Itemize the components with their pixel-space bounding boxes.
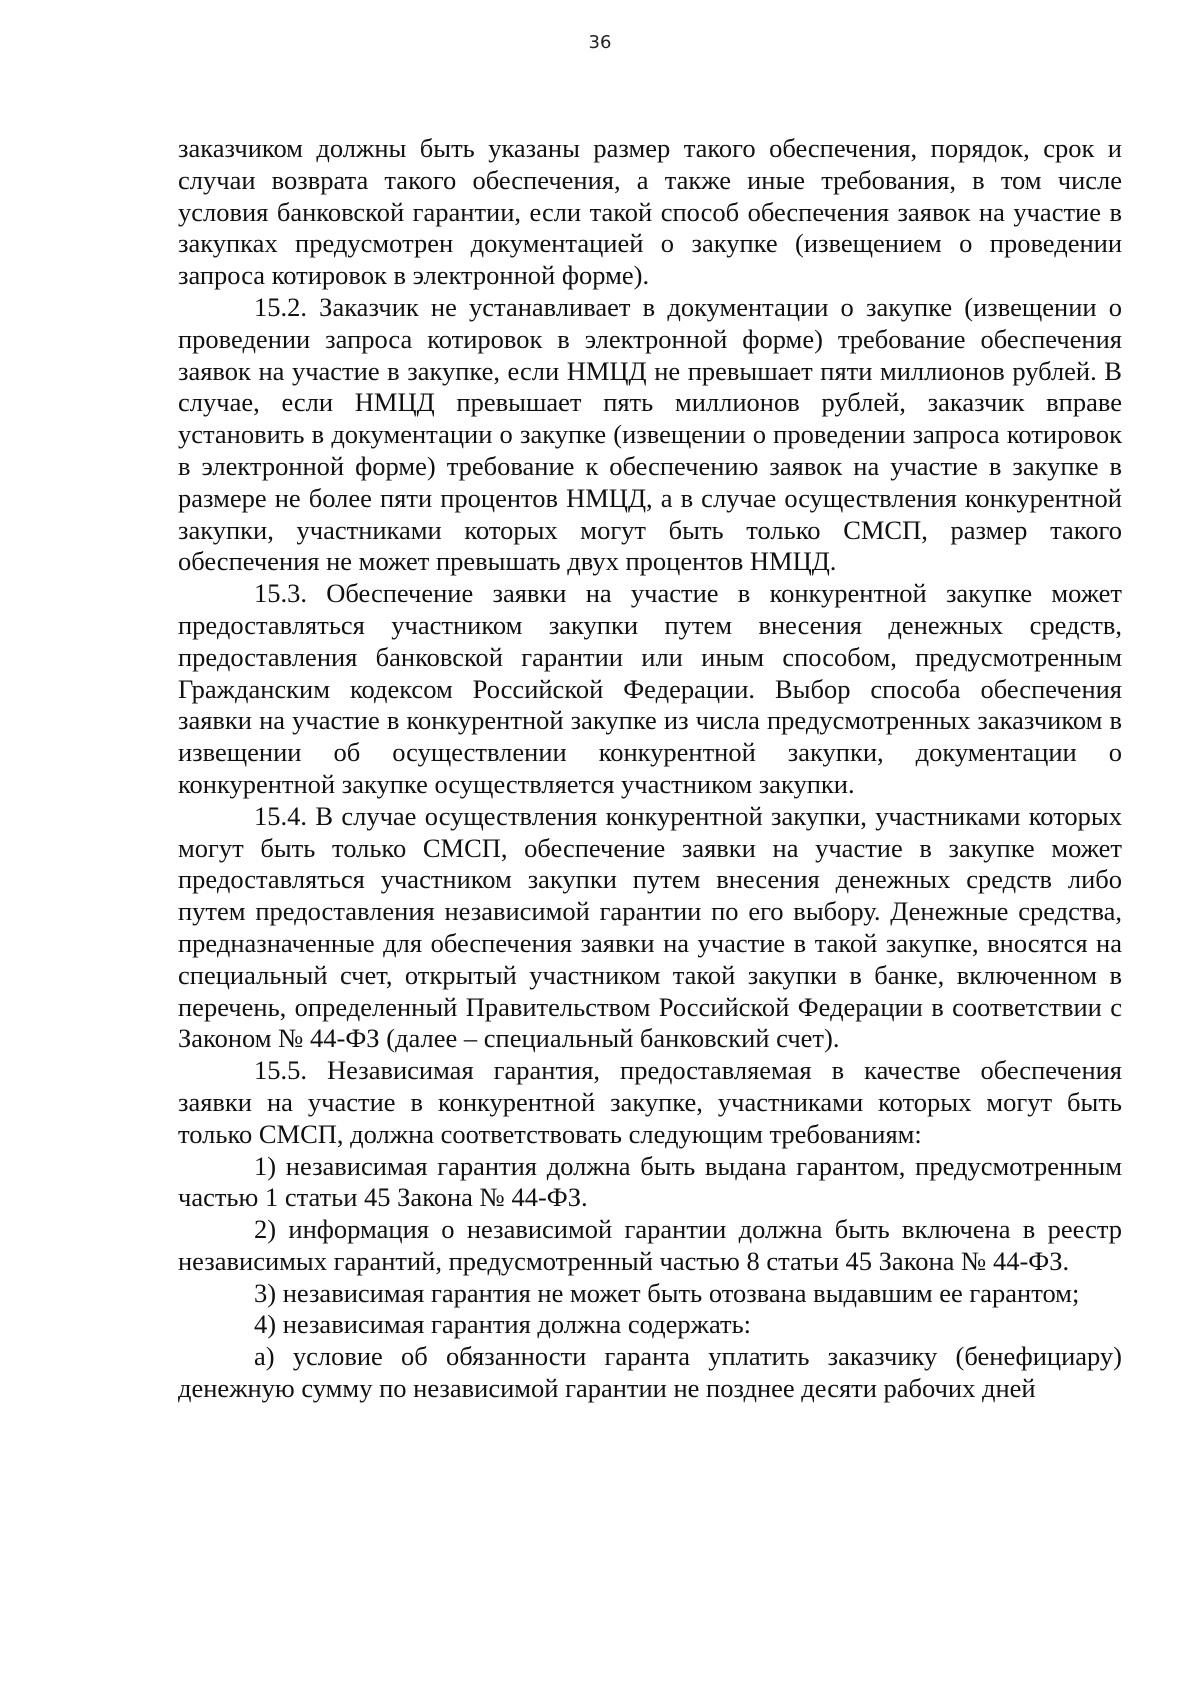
paragraph-15-4: 15.4. В случае осуществления конкурентной закупки, участниками которых могут быть только СМСП, обеспечение заявки на участие в закупке может предоставляться участником закупки путем внесения денежных средств либо путем предоставления независимой гарантии по его выбору. Денежные средства, предназначенные для обеспечения заявки на участие в такой закупке, вносятся на специальный счет, открытый участником такой закупки в банке, включенном в перечень, определенный Правительством Российской Федерации в соответствии с Законом № 44-ФЗ (далее – специальный банковский счет). bbox=[178, 800, 1122, 1054]
paragraph-15-5: 15.5. Независимая гарантия, предоставляемая в качестве обеспечения заявки на участие в конкурентной закупке, участниками которых могут быть только СМСП, должна соответствовать следующим требованиям: bbox=[178, 1055, 1122, 1149]
page-number: 36 bbox=[588, 32, 612, 53]
list-item-4: 4) независимая гарантия должна содержать: bbox=[254, 1309, 752, 1340]
list-item-1: 1) независимая гарантия должна быть выдана гарантом, предусмотренным частью 1 статьи 45 Закона № 44-ФЗ. bbox=[178, 1150, 1122, 1213]
list-item-3: 3) независимая гарантия не может быть отозвана выдавшим ее гарантом; bbox=[254, 1277, 1080, 1308]
paragraph-continuation: заказчиком должны быть указаны размер такого обеспечения, порядок, срок и случаи возврата такого обеспечения, а также иные требования, в том числе условия банковской гарантии, если такой способ обеспечения заявок на участие в закупках предусмотрен документацией о закупке (извещением о проведении запроса котировок в электронной форме). bbox=[178, 133, 1122, 291]
document-body bbox=[178, 133, 1122, 1405]
paragraph-15-3: 15.3. Обеспечение заявки на участие в конкурентной закупке может предоставляться участником закупки путем внесения денежных средств, предоставления банковской гарантии или иным способом, предусмотренным Гражданским кодексом Российской Федерации. Выбор способа обеспечения заявки на участие в конкурентной закупке из числа предусмотренных заказчиком в извещении об осуществлении конкурентной закупки, документации о конкурентной закупке осуществляется участником закупки. bbox=[178, 578, 1122, 799]
paragraph-15-2: 15.2. Заказчик не устанавливает в документации о закупке (извещении о проведении запроса котировок в электронной форме) требование обеспечения заявок на участие в закупке, если НМЦД не превышает пяти миллионов рублей. В случае, если НМЦД превышает пять миллионов рублей, заказчик вправе установить в документации о закупке (извещении о проведении запроса котировок в электронной форме) требование к обеспечению заявок на участие в закупке в размере не более пяти процентов НМЦД, а в случае осуществления конкурентной закупки, участниками которых могут быть только СМСП, размер такого обеспечения не может превышать двух процентов НМЦД. bbox=[178, 291, 1122, 577]
list-item-2: 2) информация о независимой гарантии должна быть включена в реестр независимых гарантий, предусмотренный частью 8 статьи 45 Закона № 44-ФЗ. bbox=[178, 1214, 1122, 1276]
list-item-4a: а) условие об обязанности гаранта уплатить заказчику (бенефициару) денежную сумму по независимой гарантии не позднее десяти рабочих дней bbox=[178, 1341, 1122, 1404]
